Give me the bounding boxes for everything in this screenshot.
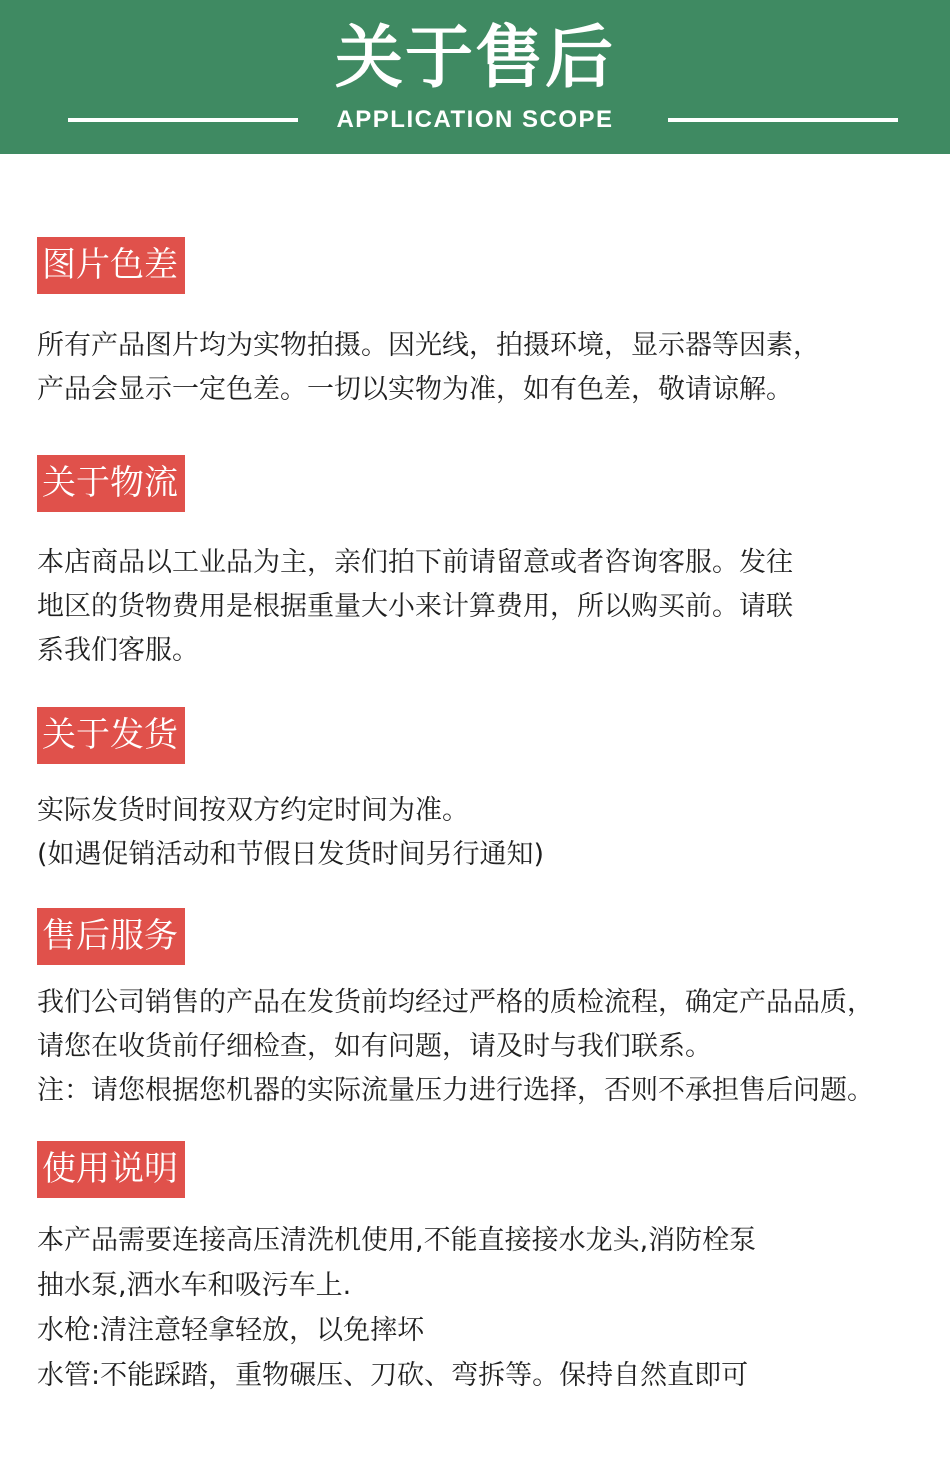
section-body-color-difference <box>37 324 937 412</box>
body-line: 系我们客服。 <box>37 635 199 666</box>
body-line: 我们公司销售的产品在发货前均经过严格的质检流程，确定产品品质， <box>37 987 874 1018</box>
section-body-instructions <box>37 1218 937 1398</box>
body-line: 所有产品图片均为实物拍摄。因光线，拍摄环境，显示器等因素， <box>37 330 820 361</box>
body-line: 实际发货时间按双方约定时间为准。 <box>37 795 469 826</box>
body-line: 注：请您根据您机器的实际流量压力进行选择，否则不承担售后问题。 <box>37 1075 874 1106</box>
page-title: 关于售后 <box>334 19 615 98</box>
section-tag-after-sales: 售后服务 <box>37 908 185 965</box>
body-line: 水管:不能踩踏，重物碾压、刀砍、弯拆等。保持自然直即可 <box>37 1360 749 1391</box>
section-tag-shipping: 关于发货 <box>37 707 185 764</box>
body-line: 水枪:清注意轻拿轻放，以免摔坏 <box>37 1315 425 1346</box>
body-line: 本产品需要连接高压清洗机使用,不能直接接水龙头,消防栓泵 <box>37 1225 757 1256</box>
page-subtitle: APPLICATION SCOPE <box>336 106 614 133</box>
header-divider-right <box>668 118 898 122</box>
header-banner <box>0 0 950 154</box>
body-line: 请您在收货前仔细检查，如有问题，请及时与我们联系。 <box>37 1031 712 1062</box>
section-tag-color-difference: 图片色差 <box>37 237 185 294</box>
body-line: 本店商品以工业品为主，亲们拍下前请留意或者咨询客服。发往 <box>37 547 793 578</box>
section-tag-instructions: 使用说明 <box>37 1141 185 1198</box>
body-line: 产品会显示一定色差。一切以实物为准，如有色差，敬请谅解。 <box>37 374 793 405</box>
body-line: 地区的货物费用是根据重量大小来计算费用，所以购买前。请联 <box>37 591 793 622</box>
section-body-shipping <box>37 789 937 877</box>
section-body-logistics <box>37 541 937 673</box>
body-line: 抽水泵,洒水车和吸污车上. <box>37 1270 352 1301</box>
section-body-after-sales <box>37 981 937 1113</box>
body-line: (如遇促销活动和节假日发货时间另行通知) <box>37 839 545 870</box>
section-tag-logistics: 关于物流 <box>37 455 185 512</box>
